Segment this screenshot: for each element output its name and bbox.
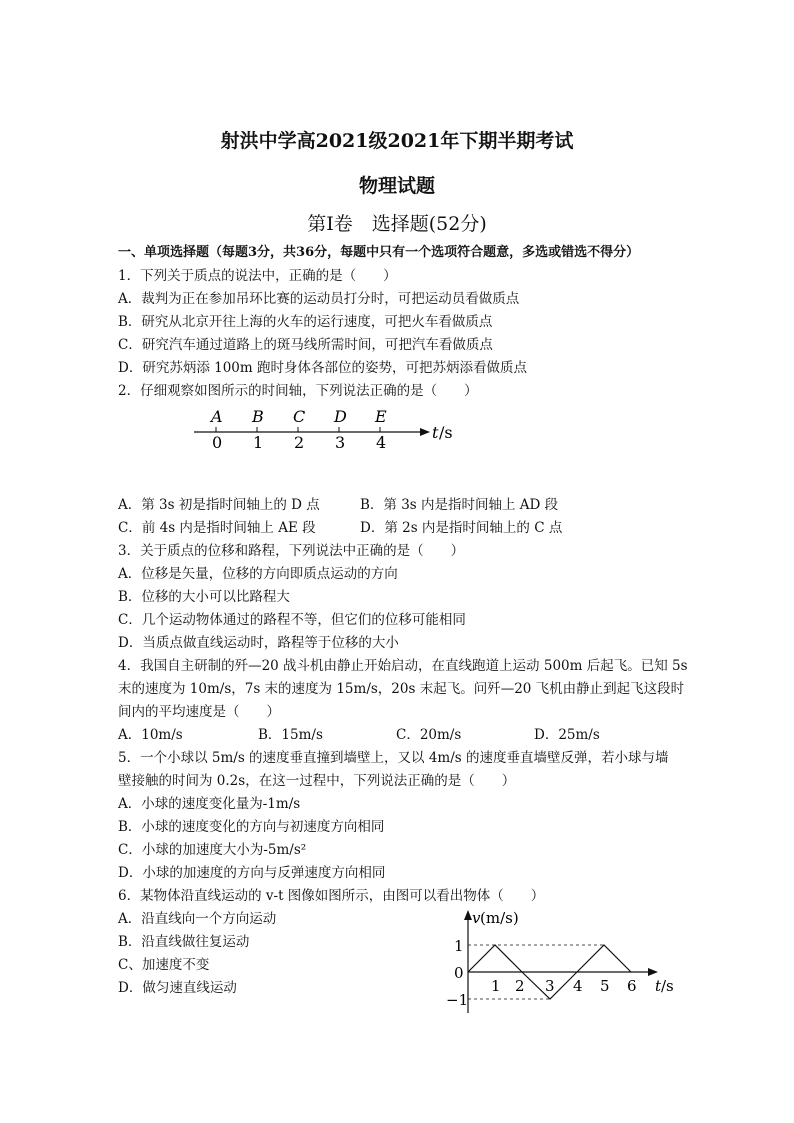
timeline-arrow-icon [420,428,430,436]
vt-ylabel-unit: (m/s) [480,909,519,927]
section-heading: 一、单项选择题（每题3分，共36分，每题中只有一个选项符合题意，多选或错选不得分） [118,245,640,260]
subject-title: 物理试题 [358,175,435,197]
q3-option-a: A．位移是矢量，位移的方向即质点运动的方向 [118,566,398,582]
timeline-letter-a: A [211,407,223,426]
q3-option-b: B．位移的大小可以比路程大 [118,589,290,605]
timeline-number-4: 4 [376,433,387,452]
q2-option-a: A．第 3s 初是指时间轴上的 D 点 [118,497,320,513]
q3-option-c: C．几个运动物体通过的路程不等，但它们的位移可能相同 [118,612,466,628]
timeline-number-2: 2 [294,433,305,452]
vt-xtick-3: 3 [545,977,555,995]
vt-xtick-5: 5 [600,977,610,995]
q1-option-c: C．研究汽车通过道路上的斑马线所需时间，可把汽车看做质点 [118,337,493,353]
q1-stem: 1．下列关于质点的说法中，正确的是（ ） [118,268,397,284]
vt-y-arrow-icon [464,910,472,920]
vt-xtick-1: 1 [491,977,501,995]
timeline-letter-b: B [252,407,264,426]
q4-line2: 末的速度为 10m/s，7s 末的速度为 15m/s，20s 末起飞。问歼—20 飞机由静止到起飞这段时 [118,681,685,697]
q5-option-b: B．小球的速度变化的方向与初速度方向相同 [118,819,385,835]
q4-line1: 4．我国自主研制的歼—20 战斗机由静止开始启动，在直线跑道上运动 500m 后起飞。已知 5s [118,658,688,674]
vt-xtick-6: 6 [627,977,637,995]
vt-ylabel-v: v [472,909,481,927]
q5-option-d: D．小球的加速度的方向与反弹速度方向相同 [118,865,386,881]
q5-option-c: C．小球的加速度大小为-5m/s² [118,842,307,858]
q6-option-d: D．做匀速直线运动 [118,980,237,996]
vt-xlabel-t: t [655,977,662,995]
timeline-number-0: 0 [212,433,223,452]
timeline-letter-d: D [334,407,347,426]
timeline-unit-s: /s [439,423,453,442]
vt-xtick-2: 2 [515,977,525,995]
q4-option-a: A．10m/s [118,727,183,743]
vt-ytick-neg1: −1 [446,991,469,1009]
q5-line1: 5．一个小球以 5m/s 的速度垂直撞到墙壁上，又以 4m/s 的速度垂直墙壁反弹，若小球与墙 [118,750,669,766]
timeline-unit-t: t [432,423,439,442]
timeline-number-1: 1 [253,433,264,452]
vt-ytick-0: 0 [454,964,464,982]
q6-option-a: A．沿直线向一个方向运动 [118,911,277,927]
school-title: 射洪中学高2021级2021年下期半期考试 [220,130,574,152]
q2-stem: 2．仔细观察如图所示的时间轴，下列说法正确的是（ ） [118,383,478,399]
volume-title: 第Ⅰ卷 选择题(52分) [307,213,487,235]
q4-line3: 间内的平均速度是（ ） [118,704,280,720]
vt-ytick-1: 1 [454,937,464,955]
vt-graph [440,905,680,1020]
timeline-letter-e: E [375,407,387,426]
q3-option-d: D．当质点做直线运动时，路程等于位移的大小 [118,635,399,651]
timeline-number-3: 3 [335,433,346,452]
q1-option-d: D．研究苏炳添 100m 跑时身体各部位的姿势，可把苏炳添看做质点 [118,360,527,376]
q4-option-b: B．15m/s [258,727,323,743]
q2-option-b: B．第 3s 内是指时间轴上 AD 段 [360,497,559,513]
q1-option-a: A．裁判为正在参加吊环比赛的运动员打分时，可把运动员看做质点 [118,291,520,307]
q6-option-b: B．沿直线做往复运动 [118,934,250,950]
q5-option-a: A．小球的速度变化量为-1m/s [118,796,301,812]
q6-option-c: C、加速度不变 [118,957,210,973]
vt-x-arrow-icon [648,968,658,976]
q3-stem: 3．关于质点的位移和路程，下列说法中正确的是（ ） [118,543,465,559]
q4-option-d: D．25m/s [534,727,600,743]
timeline-figure [190,404,460,454]
q2-option-c: C．前 4s 内是指时间轴上 AE 段 [118,520,316,536]
q5-line2: 壁接触的时间为 0.2s，在这一过程中，下列说法正确的是（ ） [118,773,516,789]
vt-xlabel-unit: /s [661,977,674,995]
q1-option-b: B．研究从北京开往上海的火车的运行速度，可把火车看做质点 [118,314,493,330]
vt-xtick-4: 4 [573,977,583,995]
q6-stem: 6．某物体沿直线运动的 v-t 图像如图所示，由图可以看出物体（ ） [118,888,545,904]
q4-option-c: C．20m/s [396,727,462,743]
timeline-letter-c: C [293,407,306,426]
q2-option-d: D．第 2s 内是指时间轴上的 C 点 [360,520,563,536]
